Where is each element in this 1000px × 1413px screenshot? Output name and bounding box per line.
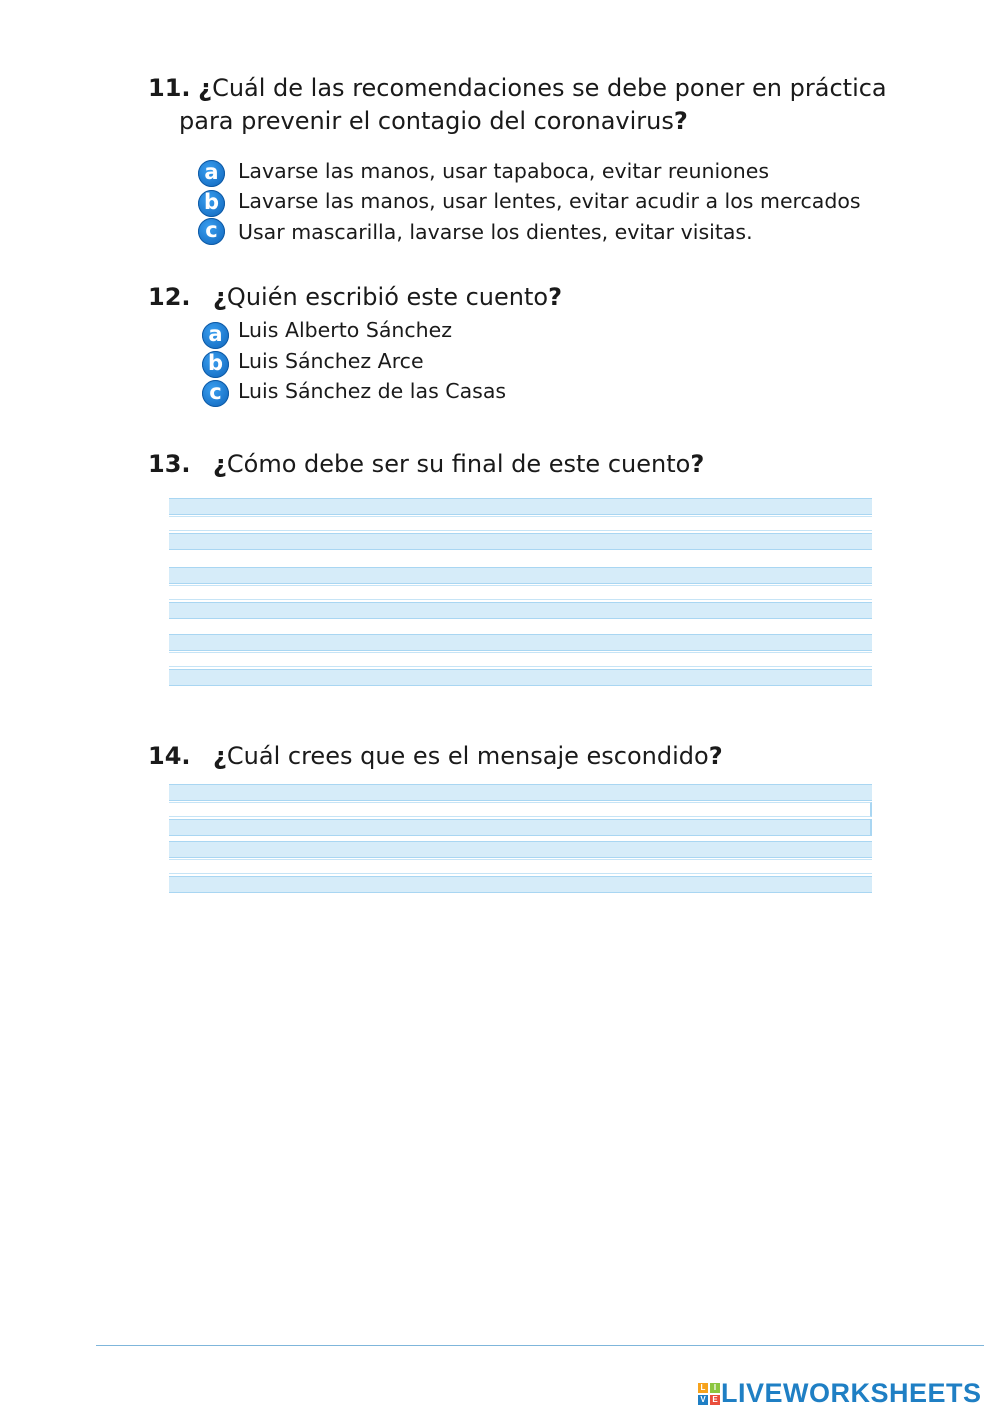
question-12-option-a[interactable]: Luis Alberto Sánchez: [238, 318, 453, 342]
writing-line[interactable]: [169, 802, 872, 817]
question-13-number: 13.: [148, 450, 191, 478]
question-12-option-b[interactable]: Luis Sánchez Arce: [238, 349, 424, 373]
writing-line-band: [169, 841, 872, 858]
question-11-line2: para prevenir el contagio del coronavirus?: [179, 107, 688, 135]
question-12-number: 12.: [148, 283, 191, 311]
question-14-number-line: [148, 742, 191, 770]
liveworksheets-logo-icon: L I V E: [698, 1383, 720, 1405]
question-13-text-line: ¿Cómo debe ser su final de este cuento?: [213, 450, 705, 478]
writing-line-band: [169, 784, 872, 801]
question-11-number: 11.: [148, 74, 191, 102]
writing-line[interactable]: [169, 516, 872, 531]
question-13-number-line: [148, 450, 191, 478]
question-12-text: Quién escribió este cuento: [226, 283, 549, 311]
question-11-text: Cuál de las recomendaciones se debe poner en práctica: [212, 74, 887, 102]
writing-line-band: [169, 819, 872, 836]
writing-line-band: [169, 602, 872, 619]
question-14-text: Cuál crees que es el mensaje escondido: [226, 742, 709, 770]
option-b-icon[interactable]: b: [202, 351, 229, 378]
writing-line[interactable]: [169, 859, 872, 874]
question-12-text-line: ¿Quién escribió este cuento?: [213, 283, 562, 311]
question-14-number: 14.: [148, 742, 191, 770]
question-11-option-a[interactable]: Lavarse las manos, usar tapaboca, evitar reuniones: [238, 159, 770, 183]
question-12-line1: [148, 283, 191, 311]
writing-line[interactable]: [169, 585, 872, 600]
option-c-icon[interactable]: c: [198, 218, 225, 245]
writing-line[interactable]: [169, 652, 872, 667]
writing-line-band: [169, 634, 872, 651]
option-a-icon[interactable]: a: [198, 160, 225, 187]
writing-line-band: [169, 533, 872, 550]
question-13-text: Cómo debe ser su final de este cuento: [226, 450, 691, 478]
footer-divider: [96, 1345, 984, 1346]
writing-line-band: [169, 567, 872, 584]
question-12-option-c[interactable]: Luis Sánchez de las Casas: [238, 379, 507, 403]
writing-line-band: [169, 669, 872, 686]
question-11-option-b[interactable]: Lavarse las manos, usar lentes, evitar acudir a los mercados: [238, 189, 861, 213]
question-11-line1: 11. ¿Cuál de las recomendaciones se debe poner en práctica: [148, 74, 887, 102]
liveworksheets-logo-text: LIVEWORKSHEETS: [721, 1378, 982, 1408]
question-11-option-c[interactable]: Usar mascarilla, lavarse los dientes, evitar visitas.: [238, 220, 753, 244]
writing-line-band: [169, 498, 872, 515]
option-a-icon[interactable]: a: [202, 322, 229, 349]
option-c-icon[interactable]: c: [202, 380, 229, 407]
option-b-icon[interactable]: b: [198, 190, 225, 217]
writing-line-band: [169, 876, 872, 893]
question-14-text-line: ¿Cuál crees que es el mensaje escondido?: [213, 742, 723, 770]
